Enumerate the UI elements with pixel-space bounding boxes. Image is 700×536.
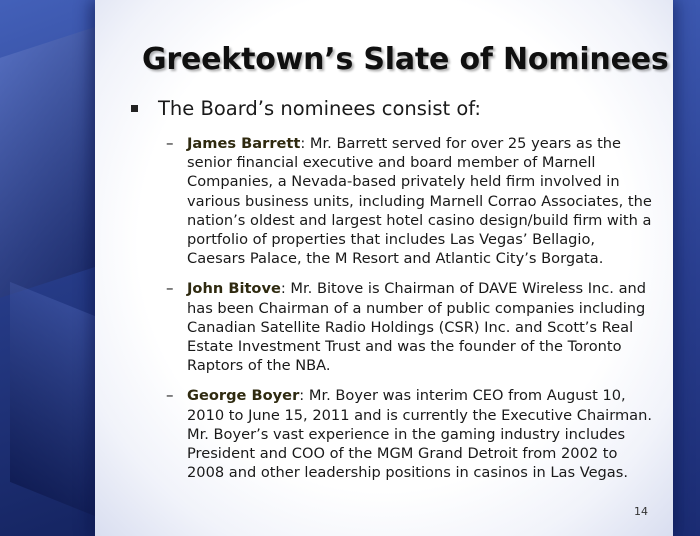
nominee-bio: Mr. Boyer was interim CEO from August 10, 2010 to June 15, 2011 and is currently the Executive Chairman. Mr. Boyer’s vast experience in the gaming industry includes President and COO of the MGM Grand Detroit from 2002 to 2008 and other leadership positions in casinos in Las Vegas.	[187, 387, 652, 482]
name-separator: :	[280, 280, 286, 298]
nominee-item	[166, 386, 656, 482]
nominee-bio: Mr. Bitove is Chairman of DAVE Wireless Inc. and has been Chairman of a number of public companies including Canadian Satellite Radio Holdings (CSR) Inc. and Scott’s Real Estate Investment Trust and was the founder of the Toronto Raptors of the NBA.	[187, 280, 647, 375]
nominee-description	[187, 279, 656, 375]
name-separator: :	[300, 135, 306, 152]
nominee-name: John Bitove	[187, 280, 281, 298]
nominee-item	[166, 134, 656, 268]
page-number: 14	[634, 505, 648, 518]
nominee-bio: Mr. Barrett served for over 25 years as the senior financial executive and board member of Marnell Companies, a Nevada-based privately held firm involved in various business units, including Marnell Corrao Associates, the nation’s oldest and largest hotel casino design/build firm with a portfolio of properties that includes Las Vegas’ Bellagio, Caesars Palace, the M Resort and Atlantic City’s Borgata.	[187, 135, 652, 268]
name-separator: :	[299, 387, 305, 405]
lead-bullet	[128, 97, 481, 120]
dash-bullet-icon: –	[166, 134, 174, 152]
nominee-name: George Boyer	[187, 387, 300, 405]
dash-bullet-icon: –	[166, 279, 174, 298]
nominee-list	[166, 134, 656, 493]
nominee-description	[187, 134, 656, 268]
lead-text: The Board’s nominees consist of:	[158, 97, 482, 120]
dash-bullet-icon: –	[166, 386, 174, 405]
nominee-description	[187, 386, 656, 482]
nominee-name: James Barrett	[187, 135, 301, 152]
nominee-item	[166, 279, 656, 375]
slide-title: Greektown’s Slate of Nominees	[142, 42, 669, 77]
square-bullet-icon	[131, 105, 138, 112]
